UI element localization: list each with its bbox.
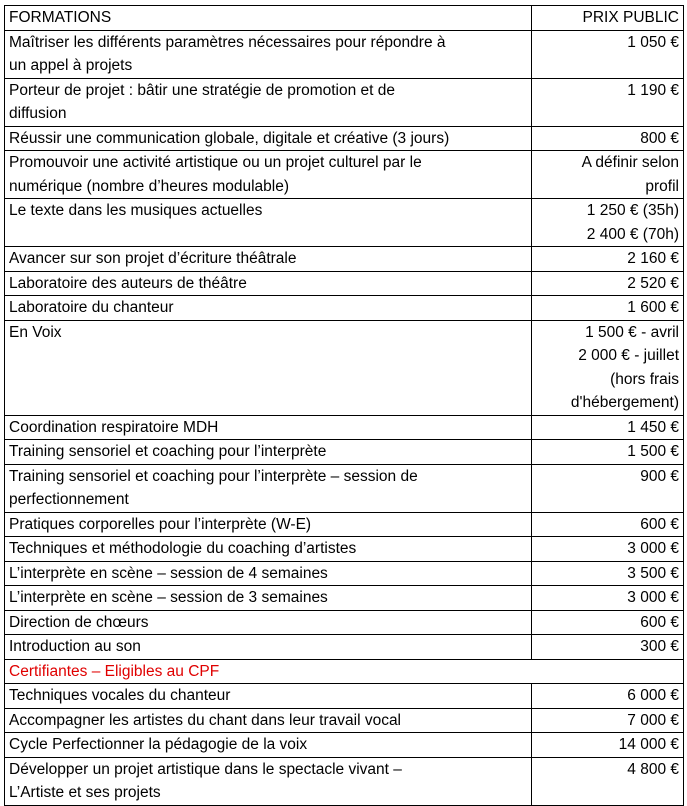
price-line: 1 500 € [627, 443, 679, 460]
formation-name-cell [5, 464, 532, 512]
formation-name-line: Réussir une communication globale, digitale et créative (3 jours) [9, 129, 450, 147]
price-line: 1 190 € [627, 81, 679, 99]
formation-name-line: Laboratoire du chanteur [9, 299, 174, 316]
price-line: 900 € [640, 467, 679, 485]
price-line: 6 000 € [627, 687, 679, 704]
price-cell [532, 320, 684, 415]
table-row [5, 151, 684, 199]
price-line: 1 600 € [627, 299, 679, 316]
price-line: 1 500 € - avril [585, 323, 679, 341]
formation-name-line: un appel à projets [9, 57, 133, 74]
table-row [5, 415, 684, 440]
formation-name-line: Laboratoire des auteurs de théâtre [9, 274, 247, 292]
table-row [5, 684, 684, 709]
formation-name-cell [5, 635, 532, 660]
price-cell [532, 440, 684, 465]
table-row [5, 635, 684, 660]
formation-name-line: Maîtriser les différents paramètres nécessaires pour répondre à [9, 33, 446, 51]
formation-name-cell [5, 247, 532, 272]
price-line: 800 € [640, 129, 679, 147]
table-row [5, 126, 684, 151]
price-line: 1 050 € [627, 33, 679, 51]
table-header-row [5, 6, 684, 31]
table-row [5, 296, 684, 321]
formation-name-cell [5, 151, 532, 199]
formation-name-line: Le texte dans les musiques actuelles [9, 202, 263, 219]
formation-name-cell [5, 586, 532, 611]
price-line: 3 500 € [627, 564, 679, 582]
price-line: d'hébergement) [570, 394, 679, 411]
price-line: 3 000 € [627, 589, 679, 606]
table-row [5, 440, 684, 465]
formation-name-cell [5, 320, 532, 415]
table-row [5, 78, 684, 126]
formation-name-line: numérique (nombre d’heures modulable) [9, 177, 290, 195]
column-header-prix-public: PRIX PUBLIC [532, 6, 684, 31]
table-row [5, 512, 684, 537]
formation-name-cell [5, 271, 532, 296]
price-line: 600 € [640, 515, 679, 533]
formation-name-line: Coordination respiratoire MDH [9, 418, 219, 436]
price-cell [532, 512, 684, 537]
formation-name-cell [5, 684, 532, 709]
price-cell [532, 586, 684, 611]
formation-name-line: Accompagner les artistes du chant dans leur travail vocal [9, 711, 402, 729]
price-line: 2 000 € - juillet [578, 347, 679, 364]
price-cell [532, 757, 684, 805]
formation-name-line: diffusion [9, 105, 67, 122]
formation-name-cell [5, 296, 532, 321]
formation-name-cell [5, 708, 532, 733]
price-line: 2 400 € (70h) [586, 225, 679, 243]
formation-name-line: En Voix [9, 323, 62, 341]
formation-name-line: Techniques vocales du chanteur [9, 687, 231, 704]
formation-name-line: Avancer sur son projet d’écriture théâtrale [9, 250, 297, 267]
formation-name-cell [5, 126, 532, 151]
price-cell [532, 708, 684, 733]
price-line: 3 000 € [627, 540, 679, 557]
table-row [5, 757, 684, 805]
table-row [5, 271, 684, 296]
formation-name-cell [5, 733, 532, 758]
formation-name-cell [5, 440, 532, 465]
price-line: 1 450 € [627, 418, 679, 436]
price-line: profil [645, 177, 679, 195]
formation-name-line: Développer un projet artistique dans le spectacle vivant – [9, 760, 402, 778]
formation-name-line: Direction de chœurs [9, 613, 149, 631]
formation-name-line: L’interprète en scène – session de 3 semaines [9, 589, 328, 606]
certified-rows [5, 684, 684, 806]
price-cell [532, 635, 684, 660]
column-header-formations: FORMATIONS [5, 6, 532, 31]
price-line: 300 € [640, 638, 679, 655]
formation-name-cell [5, 537, 532, 562]
price-cell [532, 296, 684, 321]
table-row [5, 733, 684, 758]
formation-name-line: L’interprète en scène – session de 4 semaines [9, 564, 328, 582]
formation-name-cell [5, 610, 532, 635]
formation-name-line: perfectionnement [9, 491, 129, 508]
price-cell [532, 126, 684, 151]
price-cell [532, 199, 684, 247]
formation-name-line: Cycle Perfectionner la pédagogie de la voix [9, 736, 308, 753]
formations-rows [5, 30, 684, 659]
formation-name-line: Promouvoir une activité artistique ou un projet culturel par le [9, 154, 422, 171]
formation-name-line: L’Artiste et ses projets [9, 784, 161, 801]
section-label: Certifiantes – Eligibles au CPF [5, 659, 684, 684]
price-line: (hors frais [610, 370, 679, 388]
table-row [5, 247, 684, 272]
price-line: 2 520 € [627, 274, 679, 292]
price-cell [532, 561, 684, 586]
price-cell [532, 271, 684, 296]
formation-name-cell [5, 199, 532, 247]
formation-name-line: Techniques et méthodologie du coaching d’artistes [9, 540, 357, 557]
price-cell [532, 78, 684, 126]
formation-name-line: Training sensoriel et coaching pour l’interprète [9, 443, 327, 460]
price-cell [532, 247, 684, 272]
price-cell [532, 415, 684, 440]
table-row [5, 586, 684, 611]
table-row [5, 320, 684, 415]
formation-name-cell [5, 561, 532, 586]
table-row [5, 464, 684, 512]
table-row [5, 537, 684, 562]
table-row [5, 561, 684, 586]
price-line: 600 € [640, 613, 679, 631]
price-line: 2 160 € [627, 250, 679, 267]
table-row [5, 199, 684, 247]
formation-name-cell [5, 512, 532, 537]
price-cell [532, 537, 684, 562]
formation-name-line: Pratiques corporelles pour l’interprète (W-E) [9, 515, 312, 533]
price-line: 4 800 € [627, 760, 679, 778]
price-cell [532, 733, 684, 758]
formation-name-cell [5, 78, 532, 126]
section-certifiantes [5, 659, 684, 684]
price-cell [532, 464, 684, 512]
formation-name-line: Introduction au son [9, 638, 141, 655]
price-line: A définir selon [581, 154, 679, 171]
price-line: 7 000 € [627, 711, 679, 729]
formations-price-table [4, 5, 684, 806]
formation-name-cell [5, 757, 532, 805]
price-cell [532, 684, 684, 709]
price-cell [532, 610, 684, 635]
formation-name-line: Porteur de projet : bâtir une stratégie de promotion et de [9, 81, 396, 99]
section-row [5, 659, 684, 684]
formation-name-line: Training sensoriel et coaching pour l’interprète – session de [9, 467, 418, 485]
price-line: 1 250 € (35h) [586, 202, 679, 219]
table-row [5, 708, 684, 733]
table-row [5, 610, 684, 635]
formation-name-cell [5, 30, 532, 78]
formation-name-cell [5, 415, 532, 440]
table-row [5, 30, 684, 78]
price-line: 14 000 € [618, 736, 679, 753]
price-cell [532, 30, 684, 78]
price-cell [532, 151, 684, 199]
